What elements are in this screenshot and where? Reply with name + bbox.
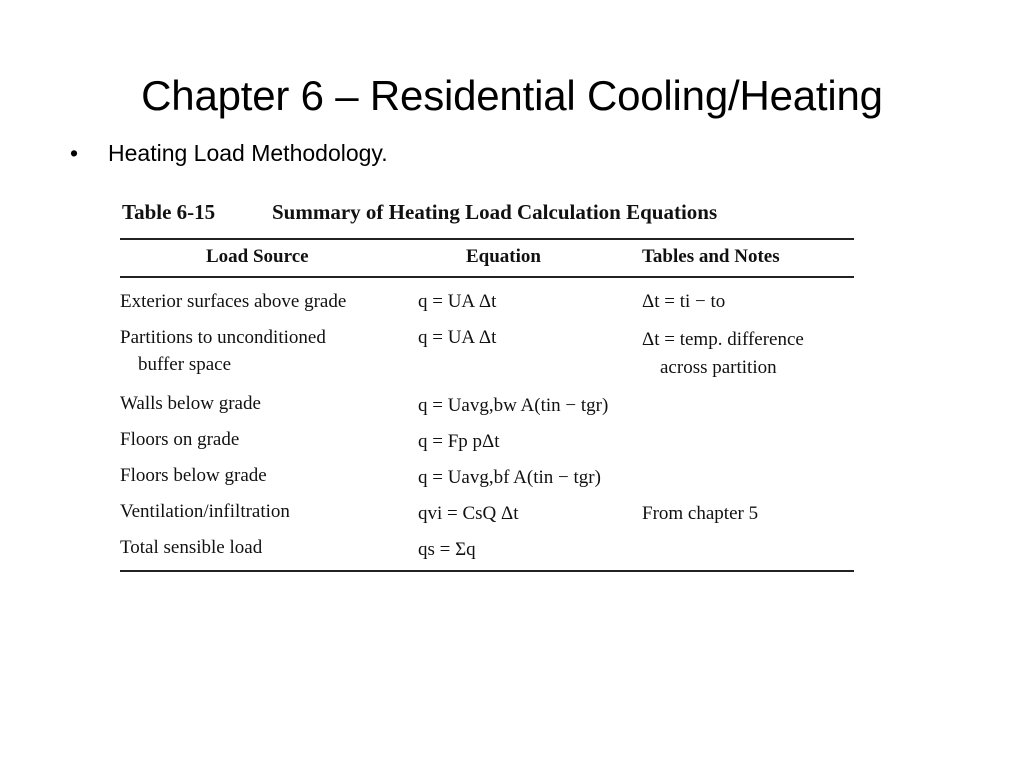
cell-load-source: Exterior surfaces above grade <box>120 291 347 312</box>
cell-load-source: Partitions to unconditioned <box>120 327 326 348</box>
bullet-icon: • <box>70 140 79 166</box>
cell-load-source: Total sensible load <box>120 537 263 558</box>
cell-equation: q = Uavg,bw A(tin − tgr) <box>418 395 609 416</box>
cell-equation: q = UA Δt <box>418 291 497 312</box>
slide-title: Chapter 6 – Residential Cooling/Heating <box>141 72 883 119</box>
heating-load-table-figure <box>118 196 856 586</box>
bullet-item <box>70 138 388 168</box>
bullet-text: Heating Load Methodology. <box>108 140 388 166</box>
cell-notes: From chapter 5 <box>642 503 759 524</box>
cell-notes-continued: across partition <box>660 357 777 378</box>
table-top-rule <box>120 238 854 240</box>
cell-notes: Δt = ti − to <box>642 291 726 312</box>
table-bottom-rule <box>120 570 854 572</box>
cell-load-source: Floors on grade <box>120 429 240 450</box>
cell-equation: q = Fp pΔt <box>418 431 500 452</box>
column-header-load-source: Load Source <box>206 246 309 267</box>
cell-notes: Δt = temp. difference <box>642 329 804 350</box>
cell-equation: q = UA Δt <box>418 327 497 348</box>
cell-equation: q = Uavg,bf A(tin − tgr) <box>418 467 601 488</box>
cell-equation: qs = Σq <box>418 539 476 560</box>
table-header-rule <box>120 276 854 278</box>
table-caption-number: Table 6-15 <box>122 200 216 224</box>
cell-load-source: Floors below grade <box>120 465 267 486</box>
column-header-equation: Equation <box>466 246 541 267</box>
cell-load-source: Ventilation/infiltration <box>120 501 290 522</box>
table-caption-title: Summary of Heating Load Calculation Equations <box>272 200 718 224</box>
table-caption <box>122 200 717 225</box>
column-header-tables-notes: Tables and Notes <box>642 246 780 267</box>
cell-load-source-continued: buffer space <box>138 354 232 375</box>
cell-equation: qvi = CsQ Δt <box>418 503 519 524</box>
cell-load-source: Walls below grade <box>120 393 261 414</box>
